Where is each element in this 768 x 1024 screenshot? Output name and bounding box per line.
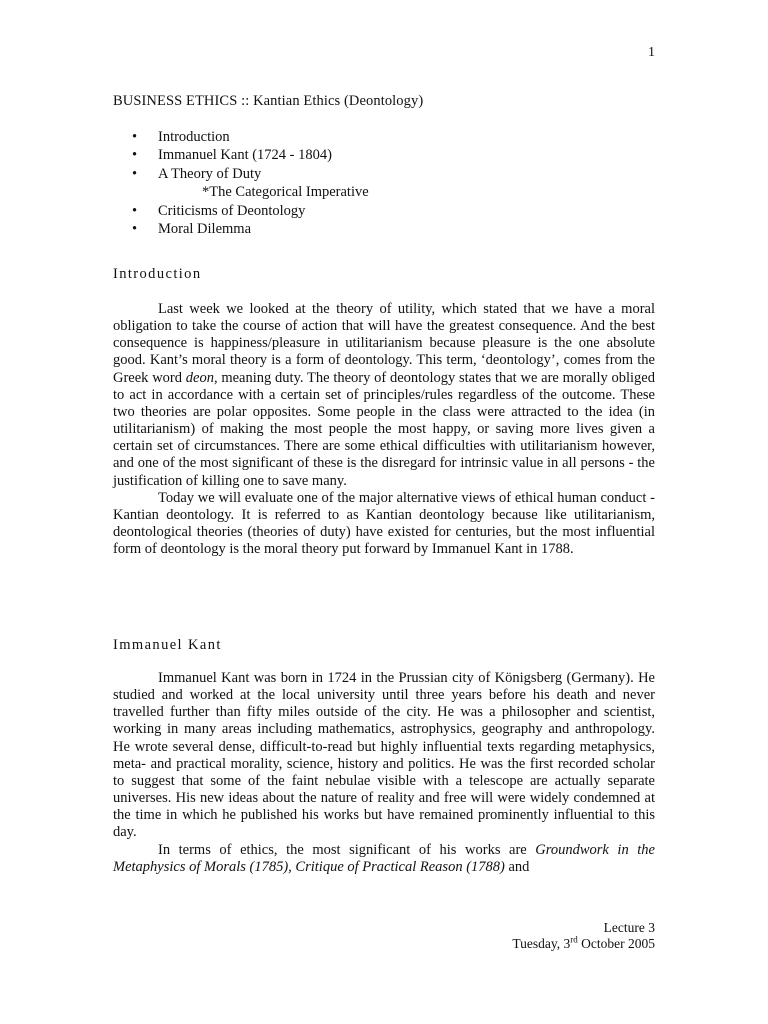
kant-body [113, 670, 655, 876]
introduction-body [113, 301, 655, 558]
outline-item: • Introduction [130, 128, 369, 146]
introduction-heading: Introduction [113, 266, 202, 282]
outline-item: • A Theory of Duty [130, 165, 369, 183]
document-title: BUSINESS ETHICS :: Kantian Ethics (Deontology) [113, 93, 424, 109]
footer-date: Tuesday, 3rd October 2005 [512, 934, 655, 951]
outline-item: • Criticisms of Deontology [130, 202, 369, 220]
kant-paragraph-2: In terms of ethics, the most significant of his works are Groundwork in the Metaphysics of Morals (1785), Critique of Practical Reason (1788) and [113, 841, 655, 875]
kant-heading: Immanuel Kant [113, 637, 222, 653]
outline-subitem: *The Categorical Imperative [202, 184, 369, 201]
page-footer [512, 920, 655, 952]
page-number: 1 [648, 45, 655, 60]
introduction-paragraph-1: Last week we looked at the theory of utility, which stated that we have a moral obligation to take the course of action that will have the greatest consequence. And the best consequence is happiness/pleasure in utilitarianism because pleasure is the one absolute good. Kant’s moral theory is a form of deontology. This term, ‘deontology’, comes from the Greek word deon, meaning duty. The theory of deontology states that we are morally obliged to act in accordance with a certain set of principles/rules regardless of the outcome. These two theories are polar opposites. Some people in the class were attracted to the idea (in utilitarianism) of making the most people the most happy, or saving more lives given a certain set of circumstances. There are some ethical difficulties with utilitarianism however, and one of the most significant of these is the disregard for intrinsic value in all persons - the justification of killing one to save many. [113, 301, 655, 489]
introduction-paragraph-2: Today we will evaluate one of the major alternative views of ethical human conduct - Kantian deontology. It is referred to as Kantian deontology because like utilitarianism, deontological theories (theories of duty) have existed for centuries, but the most influential form of deontology is the moral theory put forward by Immanuel Kant in 1788. [113, 489, 655, 558]
footer-lecture: Lecture 3 [603, 920, 655, 935]
outline-item: • Moral Dilemma [130, 220, 369, 238]
outline-item: • Immanuel Kant (1724 - 1804) [130, 146, 369, 164]
outline-list [130, 128, 369, 238]
kant-paragraph-1: Immanuel Kant was born in 1724 in the Prussian city of Königsberg (Germany). He studied and worked at the local university until three years before his death and never travelled further than fifty miles outside of the city. He was a philosopher and scientist, working in many areas including mathematics, astrophysics, geography and anthropology. He wrote several dense, difficult-to-read but highly influential texts regarding metaphysics, meta- and practical morality, science, history and politics. He was the first recorded scholar to suggest that some of the faint nebulae visible with a telescope are actually separate universes. His new ideas about the nature of reality and free will were widely condemned at the time in which he published his works but have remained prominently influential to this day. [113, 670, 655, 841]
